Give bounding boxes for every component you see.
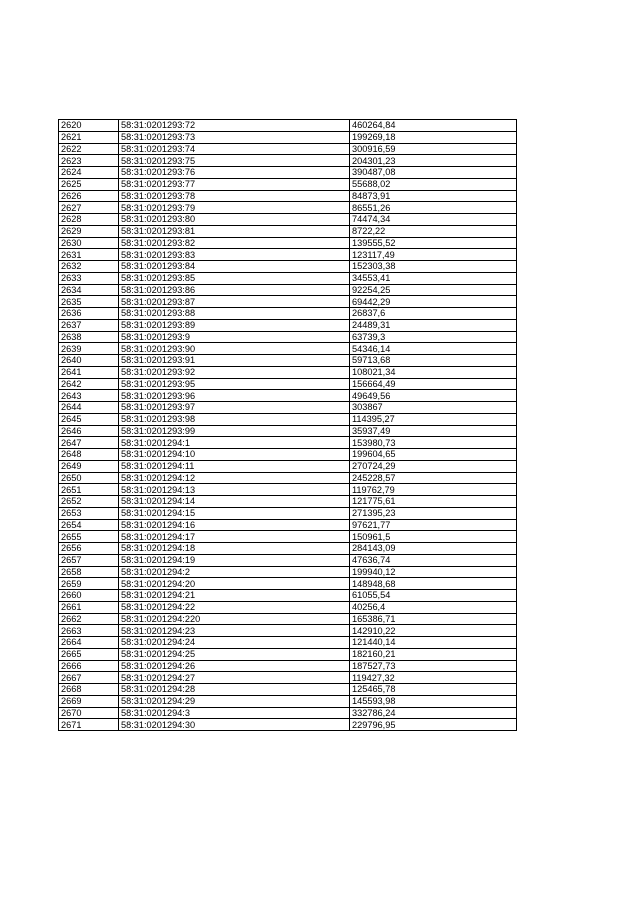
row-number-cell: 2647 (59, 437, 119, 449)
cadastral-number-cell: 58:31:0201293:9 (119, 331, 350, 343)
value-cell: 54346,14 (350, 343, 517, 355)
value-cell: 390487,08 (350, 167, 517, 179)
value-cell: 84873,91 (350, 190, 517, 202)
cadastral-number-cell: 58:31:0201293:87 (119, 296, 350, 308)
cadastral-number-cell: 58:31:0201293:78 (119, 190, 350, 202)
value-cell: 63739,3 (350, 331, 517, 343)
table-row (59, 719, 517, 731)
table-row (59, 566, 517, 578)
cadastral-number-cell: 58:31:0201293:80 (119, 214, 350, 226)
value-cell: 245228,57 (350, 472, 517, 484)
cadastral-number-cell: 58:31:0201294:27 (119, 672, 350, 684)
table-row (59, 190, 517, 202)
table-row (59, 590, 517, 602)
table-row (59, 625, 517, 637)
value-cell: 61055,54 (350, 590, 517, 602)
value-cell: 121440,14 (350, 637, 517, 649)
cadastral-number-cell: 58:31:0201294:21 (119, 590, 350, 602)
table-row (59, 437, 517, 449)
table-row (59, 343, 517, 355)
row-number-cell: 2660 (59, 590, 119, 602)
value-cell: 165386,71 (350, 613, 517, 625)
cadastral-number-cell: 58:31:0201294:14 (119, 496, 350, 508)
row-number-cell: 2655 (59, 531, 119, 543)
row-number-cell: 2624 (59, 167, 119, 179)
table-row (59, 214, 517, 226)
row-number-cell: 2669 (59, 695, 119, 707)
cadastral-number-cell: 58:31:0201294:19 (119, 554, 350, 566)
cadastral-number-cell: 58:31:0201293:90 (119, 343, 350, 355)
table-row (59, 519, 517, 531)
row-number-cell: 2666 (59, 660, 119, 672)
cadastral-number-cell: 58:31:0201293:89 (119, 319, 350, 331)
row-number-cell: 2653 (59, 507, 119, 519)
value-cell: 55688,02 (350, 178, 517, 190)
table-row (59, 413, 517, 425)
cadastral-number-cell: 58:31:0201293:85 (119, 272, 350, 284)
row-number-cell: 2643 (59, 390, 119, 402)
value-cell: 119427,32 (350, 672, 517, 684)
row-number-cell: 2650 (59, 472, 119, 484)
cadastral-number-cell: 58:31:0201294:10 (119, 449, 350, 461)
row-number-cell: 2627 (59, 202, 119, 214)
value-cell: 49649,56 (350, 390, 517, 402)
cadastral-number-cell: 58:31:0201293:96 (119, 390, 350, 402)
table-row (59, 131, 517, 143)
row-number-cell: 2635 (59, 296, 119, 308)
row-number-cell: 2641 (59, 366, 119, 378)
value-cell: 150961,5 (350, 531, 517, 543)
table-row (59, 178, 517, 190)
row-number-cell: 2636 (59, 308, 119, 320)
row-number-cell: 2629 (59, 225, 119, 237)
value-cell: 152303,38 (350, 261, 517, 273)
table-row (59, 319, 517, 331)
row-number-cell: 2651 (59, 484, 119, 496)
row-number-cell: 2622 (59, 143, 119, 155)
cadastral-number-cell: 58:31:0201293:81 (119, 225, 350, 237)
row-number-cell: 2625 (59, 178, 119, 190)
cadastral-number-cell: 58:31:0201294:29 (119, 695, 350, 707)
cadastral-number-cell: 58:31:0201293:73 (119, 131, 350, 143)
table-body (59, 120, 517, 731)
value-cell: 460264,84 (350, 120, 517, 132)
value-cell: 123117,49 (350, 249, 517, 261)
cadastral-number-cell: 58:31:0201293:77 (119, 178, 350, 190)
table-row (59, 496, 517, 508)
table-row (59, 472, 517, 484)
cadastral-number-cell: 58:31:0201293:88 (119, 308, 350, 320)
row-number-cell: 2661 (59, 601, 119, 613)
value-cell: 182160,21 (350, 648, 517, 660)
data-table (58, 119, 517, 731)
value-cell: 74474,34 (350, 214, 517, 226)
table-row (59, 272, 517, 284)
row-number-cell: 2671 (59, 719, 119, 731)
cadastral-number-cell: 58:31:0201294:12 (119, 472, 350, 484)
row-number-cell: 2644 (59, 402, 119, 414)
table-row (59, 425, 517, 437)
table-row (59, 601, 517, 613)
value-cell: 142910,22 (350, 625, 517, 637)
cadastral-number-cell: 58:31:0201293:84 (119, 261, 350, 273)
value-cell: 199604,65 (350, 449, 517, 461)
cadastral-number-cell: 58:31:0201294:26 (119, 660, 350, 672)
table-row (59, 120, 517, 132)
table-row (59, 449, 517, 461)
cadastral-number-cell: 58:31:0201294:23 (119, 625, 350, 637)
table-row (59, 355, 517, 367)
cadastral-number-cell: 58:31:0201294:3 (119, 707, 350, 719)
row-number-cell: 2667 (59, 672, 119, 684)
cadastral-number-cell: 58:31:0201294:15 (119, 507, 350, 519)
value-cell: 148948,68 (350, 578, 517, 590)
row-number-cell: 2656 (59, 543, 119, 555)
row-number-cell: 2664 (59, 637, 119, 649)
row-number-cell: 2663 (59, 625, 119, 637)
table-row (59, 684, 517, 696)
cadastral-number-cell: 58:31:0201293:75 (119, 155, 350, 167)
table-row (59, 637, 517, 649)
table-row (59, 578, 517, 590)
table-row (59, 237, 517, 249)
value-cell: 284143,09 (350, 543, 517, 555)
value-cell: 114395,27 (350, 413, 517, 425)
row-number-cell: 2634 (59, 284, 119, 296)
cadastral-number-cell: 58:31:0201294:18 (119, 543, 350, 555)
cadastral-number-cell: 58:31:0201294:17 (119, 531, 350, 543)
table-row (59, 507, 517, 519)
value-cell: 40256,4 (350, 601, 517, 613)
table-row (59, 155, 517, 167)
row-number-cell: 2659 (59, 578, 119, 590)
row-number-cell: 2642 (59, 378, 119, 390)
cadastral-number-cell: 58:31:0201293:99 (119, 425, 350, 437)
value-cell: 92254,25 (350, 284, 517, 296)
value-cell: 26837,6 (350, 308, 517, 320)
row-number-cell: 2670 (59, 707, 119, 719)
value-cell: 139555,52 (350, 237, 517, 249)
value-cell: 204301,23 (350, 155, 517, 167)
value-cell: 34553,41 (350, 272, 517, 284)
value-cell: 59713,68 (350, 355, 517, 367)
table-row (59, 543, 517, 555)
table-row (59, 390, 517, 402)
cadastral-number-cell: 58:31:0201293:83 (119, 249, 350, 261)
table-row (59, 402, 517, 414)
row-number-cell: 2623 (59, 155, 119, 167)
table-row (59, 261, 517, 273)
cadastral-number-cell: 58:31:0201293:86 (119, 284, 350, 296)
value-cell: 47636,74 (350, 554, 517, 566)
cadastral-number-cell: 58:31:0201294:220 (119, 613, 350, 625)
table-row (59, 554, 517, 566)
table-row (59, 143, 517, 155)
cadastral-number-cell: 58:31:0201293:92 (119, 366, 350, 378)
row-number-cell: 2665 (59, 648, 119, 660)
value-cell: 121775,61 (350, 496, 517, 508)
cadastral-number-cell: 58:31:0201294:11 (119, 460, 350, 472)
row-number-cell: 2640 (59, 355, 119, 367)
cadastral-number-cell: 58:31:0201293:82 (119, 237, 350, 249)
value-cell: 303867 (350, 402, 517, 414)
row-number-cell: 2633 (59, 272, 119, 284)
row-number-cell: 2632 (59, 261, 119, 273)
row-number-cell: 2631 (59, 249, 119, 261)
table-row (59, 284, 517, 296)
value-cell: 332786,24 (350, 707, 517, 719)
value-cell: 35937,49 (350, 425, 517, 437)
table-row (59, 202, 517, 214)
value-cell: 69442,29 (350, 296, 517, 308)
cadastral-number-cell: 58:31:0201293:72 (119, 120, 350, 132)
cadastral-number-cell: 58:31:0201293:98 (119, 413, 350, 425)
row-number-cell: 2621 (59, 131, 119, 143)
value-cell: 8722,22 (350, 225, 517, 237)
table-row (59, 331, 517, 343)
value-cell: 156664,49 (350, 378, 517, 390)
row-number-cell: 2638 (59, 331, 119, 343)
cadastral-number-cell: 58:31:0201293:97 (119, 402, 350, 414)
cadastral-number-cell: 58:31:0201294:20 (119, 578, 350, 590)
value-cell: 125465,78 (350, 684, 517, 696)
row-number-cell: 2654 (59, 519, 119, 531)
cadastral-number-cell: 58:31:0201293:91 (119, 355, 350, 367)
cadastral-number-cell: 58:31:0201294:28 (119, 684, 350, 696)
cadastral-number-cell: 58:31:0201294:24 (119, 637, 350, 649)
row-number-cell: 2652 (59, 496, 119, 508)
table-row (59, 531, 517, 543)
table-row (59, 695, 517, 707)
table-row (59, 378, 517, 390)
cadastral-number-cell: 58:31:0201293:79 (119, 202, 350, 214)
table-row (59, 225, 517, 237)
table-row (59, 308, 517, 320)
value-cell: 153980,73 (350, 437, 517, 449)
value-cell: 119762,79 (350, 484, 517, 496)
table-row (59, 484, 517, 496)
table-row (59, 167, 517, 179)
table-row (59, 707, 517, 719)
value-cell: 199269,18 (350, 131, 517, 143)
row-number-cell: 2668 (59, 684, 119, 696)
table-row (59, 672, 517, 684)
value-cell: 97621,77 (350, 519, 517, 531)
row-number-cell: 2646 (59, 425, 119, 437)
value-cell: 86551,26 (350, 202, 517, 214)
row-number-cell: 2657 (59, 554, 119, 566)
cadastral-number-cell: 58:31:0201293:95 (119, 378, 350, 390)
row-number-cell: 2637 (59, 319, 119, 331)
value-cell: 145593,98 (350, 695, 517, 707)
row-number-cell: 2645 (59, 413, 119, 425)
table-row (59, 613, 517, 625)
row-number-cell: 2626 (59, 190, 119, 202)
cadastral-number-cell: 58:31:0201293:74 (119, 143, 350, 155)
value-cell: 229796,95 (350, 719, 517, 731)
value-cell: 187527,73 (350, 660, 517, 672)
row-number-cell: 2648 (59, 449, 119, 461)
table-row (59, 660, 517, 672)
value-cell: 108021,34 (350, 366, 517, 378)
row-number-cell: 2658 (59, 566, 119, 578)
cadastral-number-cell: 58:31:0201294:1 (119, 437, 350, 449)
table-row (59, 296, 517, 308)
table-row (59, 249, 517, 261)
table-row (59, 648, 517, 660)
cadastral-number-cell: 58:31:0201294:2 (119, 566, 350, 578)
cadastral-number-cell: 58:31:0201294:22 (119, 601, 350, 613)
cadastral-number-cell: 58:31:0201294:13 (119, 484, 350, 496)
cadastral-number-cell: 58:31:0201294:25 (119, 648, 350, 660)
value-cell: 300916,59 (350, 143, 517, 155)
cadastral-number-cell: 58:31:0201293:76 (119, 167, 350, 179)
row-number-cell: 2662 (59, 613, 119, 625)
row-number-cell: 2630 (59, 237, 119, 249)
table-row (59, 366, 517, 378)
row-number-cell: 2620 (59, 120, 119, 132)
row-number-cell: 2639 (59, 343, 119, 355)
table-row (59, 460, 517, 472)
row-number-cell: 2628 (59, 214, 119, 226)
cadastral-number-cell: 58:31:0201294:30 (119, 719, 350, 731)
row-number-cell: 2649 (59, 460, 119, 472)
value-cell: 24489,31 (350, 319, 517, 331)
value-cell: 270724,29 (350, 460, 517, 472)
value-cell: 199940,12 (350, 566, 517, 578)
cadastral-number-cell: 58:31:0201294:16 (119, 519, 350, 531)
value-cell: 271395,23 (350, 507, 517, 519)
